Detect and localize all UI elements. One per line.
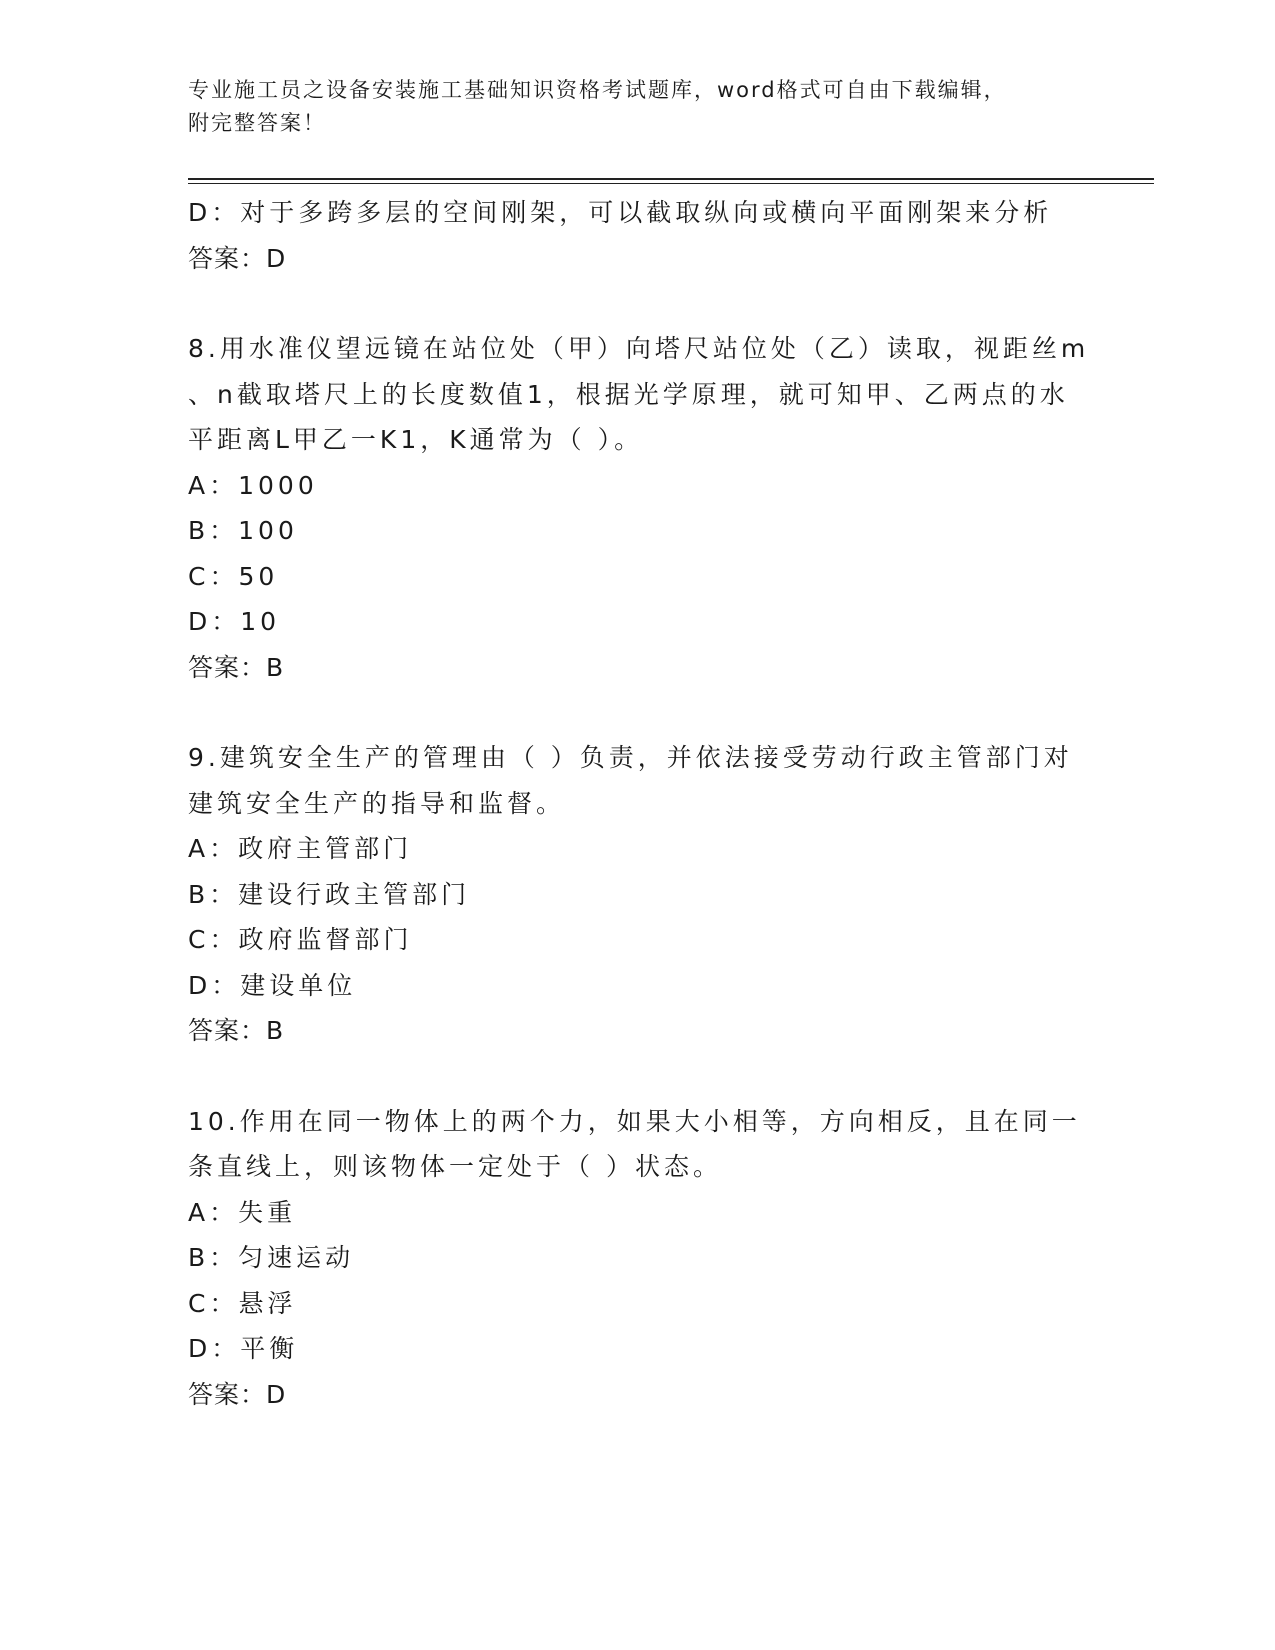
answer-line: 答案：D	[188, 1379, 287, 1409]
question-stem-line: 建筑安全生产的指导和监督。	[188, 788, 566, 818]
spacer	[188, 281, 1088, 326]
option-d: D：对于多跨多层的空间刚架，可以截取纵向或横向平面刚架来分析	[188, 198, 1053, 227]
spacer	[188, 690, 1088, 735]
option-a: A：政府主管部门	[188, 834, 413, 863]
option-d: D：10	[188, 607, 281, 636]
question-stem-line: 8.用水准仪望远镜在站位处（甲）向塔尺站位处（乙）读取，视距丝m	[188, 334, 1090, 363]
question-stem-line: 条直线上，则该物体一定处于（ ）状态。	[188, 1152, 722, 1181]
question-stem-line: 10.作用在同一物体上的两个力，如果大小相等，方向相反，且在同一	[188, 1106, 1081, 1136]
option-a: A：1000	[188, 470, 318, 500]
option-c: C：50	[188, 561, 279, 591]
option-d: D：平衡	[188, 1334, 299, 1363]
option-c: C：政府监督部门	[188, 925, 413, 954]
spacer	[188, 1054, 1088, 1099]
question-stem-line: 平距离L甲乙一K1，K通常为（ ）。	[188, 425, 644, 454]
question-stem	[188, 735, 1083, 826]
question-content	[188, 190, 1088, 1417]
header-divider	[188, 178, 1154, 184]
question-9	[188, 735, 1088, 1054]
header-line-1: 专业施工员之设备安装施工基础知识资格考试题库，word格式可自由下载编辑，	[188, 78, 1007, 102]
option-c: C：悬浮	[188, 1288, 297, 1318]
question-stem-line: 9.建筑安全生产的管理由（ ）负责，并依法接受劳动行政主管部门对	[188, 743, 1073, 772]
option-b: B：建设行政主管部门	[188, 879, 471, 909]
question-7-tail	[188, 190, 1088, 281]
option-b: B：100	[188, 516, 298, 545]
option-d: D：建设单位	[188, 970, 357, 1000]
question-8	[188, 326, 1088, 690]
question-stem	[188, 326, 1090, 463]
page-header	[188, 74, 1068, 140]
question-stem-line: 、n截取塔尺上的长度数值1，根据光学原理，就可知甲、乙两点的水	[188, 379, 1069, 409]
answer-line: 答案：D	[188, 243, 287, 273]
header-line-2: 附完整答案！	[188, 111, 326, 135]
question-10	[188, 1099, 1088, 1418]
question-stem	[188, 1099, 1083, 1190]
option-b: B：匀速运动	[188, 1243, 355, 1272]
answer-line: 答案：B	[188, 652, 285, 682]
option-a: A：失重	[188, 1197, 297, 1227]
answer-line: 答案：B	[188, 1016, 285, 1045]
